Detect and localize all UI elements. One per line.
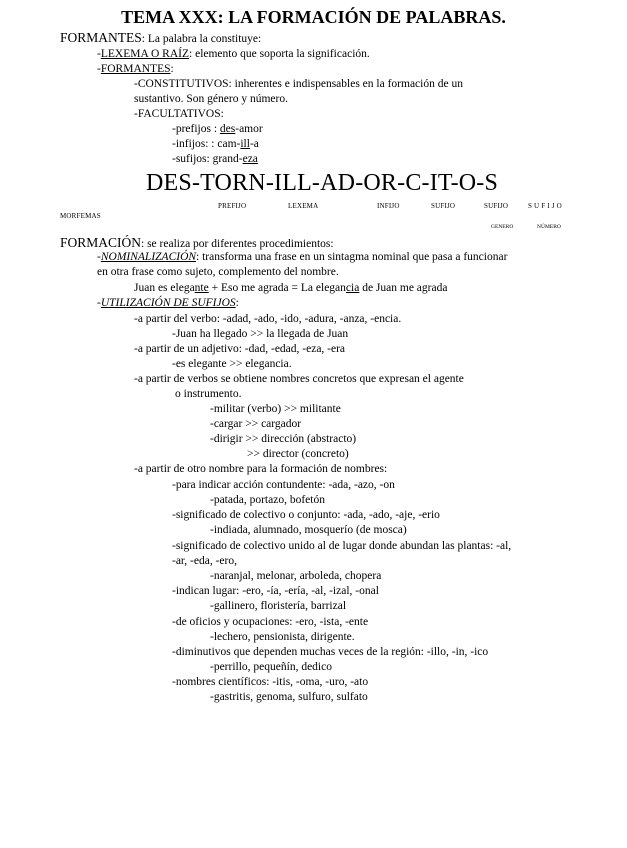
nominalizacion-example: Juan es elegante + Eso me agrada = La elegancia de Juan me agrada — [134, 282, 448, 294]
list-item: -perrillo, pequeñín, dedico — [210, 661, 332, 673]
list-item: -patada, portazo, bofetón — [210, 494, 325, 506]
nominalizacion-line-2: en otra frase como sujeto, complemento del nombre. — [97, 266, 339, 278]
list-item: -gastritis, genoma, sulfuro, sulfato — [210, 691, 368, 703]
list-item: -cargar >> cargador — [210, 418, 302, 430]
lexema-line: -LEXEMA O RAÍZ: elemento que soporta la significación. — [97, 48, 370, 60]
label-morfemas: MORFEMAS — [60, 212, 101, 220]
list-item: -es elegante >> elegancia. — [172, 358, 292, 370]
facultativos-line: -FACULTATIVOS: — [134, 108, 224, 120]
label-numero: NÚMERO — [537, 224, 561, 230]
list-item: -para indicar acción contundente: -ada, -azo, -on — [172, 479, 395, 491]
prefijos-line: -prefijos : des-amor — [172, 123, 263, 135]
nominalizacion-line-1: -NOMINALIZACIÓN: transforma una frase en un sintagma nominal que pasa a funcionar — [97, 251, 508, 263]
lexema-text: : elemento que soporta la significación. — [189, 48, 370, 60]
page-title: TEMA XXX: LA FORMACIÓN DE PALABRAS. — [121, 7, 506, 27]
list-item: -militar (verbo) >> militante — [210, 403, 341, 415]
list-item: -gallinero, floristería, barrizal — [210, 600, 347, 612]
list-item: -naranjal, melonar, arboleda, chopera — [210, 570, 382, 582]
label-sufijo-1: SUFIJO — [431, 202, 456, 210]
list-item: -lechero, pensionista, dirigente. — [210, 631, 355, 643]
formacion-intro-line — [60, 235, 334, 251]
list-item: -dirigir >> dirección (abstracto) — [210, 433, 357, 445]
label-sufijo-2: SUFIJO — [484, 202, 509, 210]
sufijos-label: UTILIZACIÓN DE SUFIJOS — [100, 297, 236, 309]
label-infijo: INFIJO — [377, 202, 400, 210]
list-item: -a partir del verbo: -adad, -ado, -ido, -adura, -anza, -encia. — [134, 313, 402, 325]
formacion-intro: : se realiza por diferentes procedimientos: — [141, 238, 334, 250]
sufijos-heading-line: -UTILIZACIÓN DE SUFIJOS: — [97, 297, 239, 309]
infijos-line: -infijos: : cam-ill-a — [172, 138, 259, 150]
list-item: -significado de colectivo o conjunto: -ada, -ado, -aje, -erio — [172, 509, 440, 521]
lexema-label: LEXEMA O RAÍZ — [100, 48, 190, 60]
list-item: -indiada, alumnado, mosquerío (de mosca) — [210, 524, 407, 536]
label-prefijo: PREFIJO — [218, 202, 247, 210]
list-item: -de oficios y ocupaciones: -ero, -ista, -ente — [172, 616, 369, 628]
list-item: -Juan ha llegado >> la llegada de Juan — [172, 328, 349, 340]
list-item: o instrumento. — [175, 388, 242, 400]
formantes-intro: : La palabra la constituye: — [141, 33, 262, 45]
list-item: -nombres científicos: -itis, -oma, -uro, -ato — [172, 676, 369, 688]
constitutivos-line-1: -CONSTITUTIVOS: inherentes e indispensables en la formación de un — [134, 78, 463, 90]
label-lexema: LEXEMA — [288, 202, 319, 210]
list-item: -a partir de un adjetivo: -dad, -edad, -eza, -era — [134, 343, 346, 355]
sufijos-line: -sufijos: grand-eza — [172, 153, 258, 165]
formantes-heading: FORMANTES — [60, 30, 142, 45]
list-item: -ar, -eda, -ero, — [172, 555, 237, 567]
formantes-sub-line: -FORMANTES: — [97, 63, 174, 75]
list-item: -significado de colectivo unido al de lugar donde abundan las plantas: -al, — [172, 540, 512, 552]
label-sufijo-3: S U F I J O — [528, 202, 562, 210]
list-item: -a partir de verbos se obtiene nombres concretos que expresan el agente — [134, 373, 464, 385]
formantes-intro-line — [60, 30, 261, 46]
constitutivos-line-2: sustantivo. Son género y número. — [134, 93, 288, 105]
formacion-heading: FORMACIÓN — [60, 235, 142, 250]
list-item: -indican lugar: -ero, -ía, -ería, -al, -izal, -onal — [172, 585, 379, 597]
list-item: -diminutivos que dependen muchas veces de la región: -illo, -in, -ico — [172, 646, 489, 658]
list-item: -a partir de otro nombre para la formación de nombres: — [134, 463, 388, 475]
list-item: >> director (concreto) — [247, 448, 349, 460]
label-genero: GENERO — [491, 224, 514, 230]
segmented-word: DES-TORN-ILL-AD-OR-C-IT-O-S — [146, 170, 499, 196]
nominalizacion-label: NOMINALIZACIÓN — [100, 251, 197, 263]
formantes-sub-label: FORMANTES — [100, 63, 171, 75]
